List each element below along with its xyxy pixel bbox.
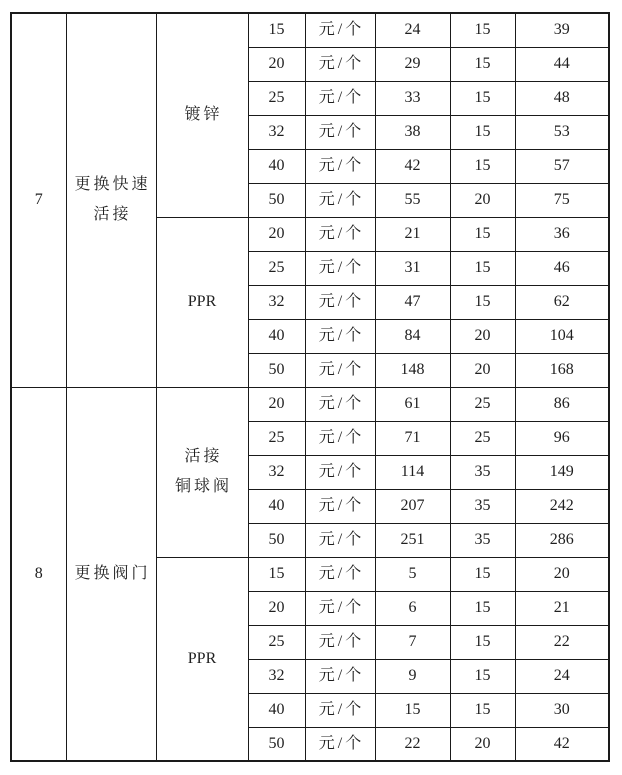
size-cell bbox=[248, 353, 305, 387]
material-price-cell bbox=[375, 149, 450, 183]
size-cell-text: 40 bbox=[268, 157, 285, 174]
size-cell-text: 50 bbox=[268, 191, 285, 208]
material-price-cell-text: 15 bbox=[404, 701, 421, 718]
material-cell-text: 镀锌 bbox=[184, 106, 223, 124]
size-cell-text: 20 bbox=[268, 55, 285, 72]
labor-price-cell bbox=[450, 625, 515, 659]
material-price-cell bbox=[375, 659, 450, 693]
total-cell-text: 104 bbox=[549, 327, 574, 344]
total-cell-text: 48 bbox=[553, 89, 570, 106]
labor-price-cell bbox=[450, 13, 515, 47]
total-cell bbox=[515, 47, 609, 81]
size-cell-text: 32 bbox=[268, 293, 285, 310]
total-cell bbox=[515, 727, 609, 761]
material-price-cell-text: 7 bbox=[408, 633, 417, 650]
total-cell bbox=[515, 217, 609, 251]
item-cell bbox=[66, 13, 156, 387]
material-price-cell-text: 61 bbox=[404, 395, 421, 412]
size-cell bbox=[248, 455, 305, 489]
total-cell-text: 86 bbox=[553, 395, 570, 412]
material-price-cell bbox=[375, 455, 450, 489]
material-price-cell bbox=[375, 47, 450, 81]
labor-price-cell bbox=[450, 353, 515, 387]
unit-cell-text: 元/个 bbox=[318, 157, 365, 174]
labor-price-cell-text: 25 bbox=[474, 395, 491, 412]
total-cell bbox=[515, 387, 609, 421]
unit-cell-text: 元/个 bbox=[318, 565, 365, 582]
total-cell bbox=[515, 319, 609, 353]
item-cell-text: 更换快速 bbox=[74, 176, 151, 194]
labor-price-cell bbox=[450, 727, 515, 761]
item-cell-text: 活接 bbox=[93, 206, 132, 224]
total-cell bbox=[515, 421, 609, 455]
material-price-cell-text: 24 bbox=[404, 21, 421, 39]
unit-cell bbox=[305, 115, 375, 149]
size-cell bbox=[248, 285, 305, 319]
total-cell bbox=[515, 149, 609, 183]
unit-cell-text: 元/个 bbox=[318, 633, 365, 650]
total-cell-text: 39 bbox=[553, 21, 570, 39]
total-cell bbox=[515, 659, 609, 693]
size-cell bbox=[248, 149, 305, 183]
size-cell bbox=[248, 251, 305, 285]
material-price-cell-text: 38 bbox=[404, 123, 421, 140]
material-price-cell bbox=[375, 727, 450, 761]
total-cell-text: 36 bbox=[553, 225, 570, 242]
unit-cell bbox=[305, 149, 375, 183]
size-cell bbox=[248, 421, 305, 455]
total-cell-text: 24 bbox=[553, 667, 570, 684]
unit-cell-text: 元/个 bbox=[318, 89, 365, 106]
material-price-cell-text: 22 bbox=[404, 734, 421, 752]
material-price-cell-text: 148 bbox=[400, 361, 425, 378]
unit-cell bbox=[305, 727, 375, 761]
seq-cell-text: 8 bbox=[34, 564, 43, 582]
labor-price-cell bbox=[450, 183, 515, 217]
material-price-cell bbox=[375, 489, 450, 523]
material-price-cell bbox=[375, 115, 450, 149]
total-cell-text: 57 bbox=[553, 157, 570, 174]
labor-price-cell-text: 15 bbox=[474, 259, 491, 276]
size-cell-text: 50 bbox=[268, 734, 285, 752]
material-price-cell bbox=[375, 81, 450, 115]
material-price-cell bbox=[375, 183, 450, 217]
labor-price-cell bbox=[450, 455, 515, 489]
total-cell bbox=[515, 523, 609, 557]
unit-cell bbox=[305, 557, 375, 591]
labor-price-cell-text: 15 bbox=[474, 293, 491, 310]
labor-price-cell-text: 15 bbox=[474, 599, 491, 616]
unit-cell-text: 元/个 bbox=[318, 667, 365, 684]
size-cell bbox=[248, 13, 305, 47]
labor-price-cell-text: 20 bbox=[474, 191, 491, 208]
material-price-cell bbox=[375, 353, 450, 387]
labor-price-cell bbox=[450, 81, 515, 115]
total-cell-text: 22 bbox=[553, 633, 570, 650]
labor-price-cell-text: 15 bbox=[474, 667, 491, 684]
total-cell bbox=[515, 183, 609, 217]
total-cell-text: 286 bbox=[549, 531, 574, 548]
labor-price-cell-text: 15 bbox=[474, 89, 491, 106]
labor-price-cell bbox=[450, 217, 515, 251]
labor-price-cell-text: 25 bbox=[474, 429, 491, 446]
total-cell bbox=[515, 13, 609, 47]
size-cell-text: 25 bbox=[268, 89, 285, 106]
size-cell bbox=[248, 81, 305, 115]
labor-price-cell bbox=[450, 421, 515, 455]
unit-cell-text: 元/个 bbox=[318, 599, 365, 616]
material-price-cell bbox=[375, 387, 450, 421]
material-cell-text: PPR bbox=[187, 293, 217, 310]
unit-cell-text: 元/个 bbox=[318, 55, 365, 72]
size-cell-text: 50 bbox=[268, 361, 285, 378]
unit-cell-text: 元/个 bbox=[318, 123, 365, 140]
unit-cell-text: 元/个 bbox=[318, 191, 365, 208]
unit-cell-text: 元/个 bbox=[318, 531, 365, 548]
material-price-cell-text: 31 bbox=[404, 259, 421, 276]
labor-price-cell-text: 15 bbox=[474, 55, 491, 72]
labor-price-cell bbox=[450, 285, 515, 319]
labor-price-cell-text: 15 bbox=[474, 21, 491, 39]
total-cell bbox=[515, 285, 609, 319]
total-cell bbox=[515, 81, 609, 115]
size-cell-text: 25 bbox=[268, 259, 285, 276]
seq-cell bbox=[11, 13, 66, 387]
labor-price-cell bbox=[450, 47, 515, 81]
unit-cell-text: 元/个 bbox=[318, 225, 365, 242]
total-cell bbox=[515, 353, 609, 387]
material-price-cell bbox=[375, 693, 450, 727]
labor-price-cell bbox=[450, 387, 515, 421]
total-cell-text: 46 bbox=[553, 259, 570, 276]
size-cell-text: 25 bbox=[268, 429, 285, 446]
size-cell bbox=[248, 387, 305, 421]
seq-cell bbox=[11, 387, 66, 761]
size-cell bbox=[248, 319, 305, 353]
size-cell-text: 50 bbox=[268, 531, 285, 548]
labor-price-cell-text: 15 bbox=[474, 123, 491, 140]
material-cell bbox=[156, 13, 248, 217]
unit-cell-text: 元/个 bbox=[318, 463, 365, 480]
labor-price-cell bbox=[450, 149, 515, 183]
unit-cell bbox=[305, 319, 375, 353]
size-cell-text: 20 bbox=[268, 599, 285, 616]
labor-price-cell-text: 35 bbox=[474, 463, 491, 480]
material-price-cell bbox=[375, 557, 450, 591]
labor-price-cell bbox=[450, 659, 515, 693]
total-cell-text: 20 bbox=[553, 565, 570, 582]
material-price-cell-text: 114 bbox=[400, 463, 425, 480]
total-cell bbox=[515, 625, 609, 659]
unit-cell bbox=[305, 81, 375, 115]
material-price-cell-text: 84 bbox=[404, 327, 421, 344]
total-cell bbox=[515, 455, 609, 489]
size-cell bbox=[248, 727, 305, 761]
labor-price-cell-text: 15 bbox=[474, 157, 491, 174]
size-cell bbox=[248, 659, 305, 693]
unit-cell-text: 元/个 bbox=[318, 395, 365, 412]
total-cell-text: 62 bbox=[553, 293, 570, 310]
size-cell bbox=[248, 591, 305, 625]
unit-cell bbox=[305, 489, 375, 523]
unit-cell-text: 元/个 bbox=[318, 734, 365, 752]
item-cell bbox=[66, 387, 156, 761]
material-price-cell bbox=[375, 251, 450, 285]
size-cell-text: 20 bbox=[268, 395, 285, 412]
labor-price-cell bbox=[450, 251, 515, 285]
size-cell-text: 15 bbox=[268, 565, 285, 582]
material-price-cell bbox=[375, 625, 450, 659]
total-cell bbox=[515, 115, 609, 149]
material-cell bbox=[156, 557, 248, 761]
material-price-cell bbox=[375, 319, 450, 353]
material-cell-text: PPR bbox=[187, 649, 217, 667]
total-cell-text: 21 bbox=[553, 599, 570, 616]
total-cell-text: 96 bbox=[553, 429, 570, 446]
unit-cell-text: 元/个 bbox=[318, 293, 365, 310]
unit-cell-text: 元/个 bbox=[318, 327, 365, 344]
unit-cell bbox=[305, 591, 375, 625]
size-cell bbox=[248, 183, 305, 217]
unit-cell bbox=[305, 523, 375, 557]
unit-cell-text: 元/个 bbox=[318, 259, 365, 276]
table-row bbox=[11, 387, 609, 421]
unit-cell bbox=[305, 47, 375, 81]
unit-cell bbox=[305, 693, 375, 727]
total-cell bbox=[515, 591, 609, 625]
labor-price-cell-text: 20 bbox=[474, 734, 491, 752]
size-cell bbox=[248, 217, 305, 251]
item-cell-text: 更换阀门 bbox=[74, 564, 151, 582]
size-cell-text: 20 bbox=[268, 225, 285, 242]
labor-price-cell-text: 15 bbox=[474, 225, 491, 242]
total-cell-text: 44 bbox=[553, 55, 570, 72]
size-cell bbox=[248, 47, 305, 81]
material-price-cell-text: 55 bbox=[404, 191, 421, 208]
size-cell bbox=[248, 523, 305, 557]
size-cell-text: 32 bbox=[268, 667, 285, 684]
total-cell-text: 53 bbox=[553, 123, 570, 140]
price-table bbox=[10, 12, 610, 762]
labor-price-cell bbox=[450, 489, 515, 523]
total-cell bbox=[515, 693, 609, 727]
total-cell-text: 75 bbox=[553, 191, 570, 208]
material-cell-text: 活接 bbox=[184, 448, 223, 465]
labor-price-cell-text: 35 bbox=[474, 531, 491, 548]
total-cell-text: 42 bbox=[553, 734, 570, 752]
material-price-cell-text: 71 bbox=[404, 429, 421, 446]
total-cell-text: 242 bbox=[549, 497, 574, 514]
material-cell bbox=[156, 217, 248, 387]
material-price-cell-text: 42 bbox=[404, 157, 421, 174]
size-cell bbox=[248, 115, 305, 149]
labor-price-cell-text: 15 bbox=[474, 701, 491, 718]
material-price-cell-text: 29 bbox=[404, 55, 421, 72]
material-price-cell bbox=[375, 421, 450, 455]
material-cell bbox=[156, 387, 248, 557]
labor-price-cell bbox=[450, 523, 515, 557]
size-cell-text: 32 bbox=[268, 123, 285, 140]
material-price-cell-text: 47 bbox=[404, 293, 421, 310]
size-cell bbox=[248, 693, 305, 727]
unit-cell bbox=[305, 13, 375, 47]
unit-cell bbox=[305, 217, 375, 251]
labor-price-cell-text: 20 bbox=[474, 327, 491, 344]
size-cell-text: 40 bbox=[268, 701, 285, 718]
size-cell-text: 40 bbox=[268, 497, 285, 514]
unit-cell-text: 元/个 bbox=[318, 429, 365, 446]
unit-cell bbox=[305, 625, 375, 659]
labor-price-cell bbox=[450, 591, 515, 625]
labor-price-cell bbox=[450, 319, 515, 353]
total-cell bbox=[515, 489, 609, 523]
size-cell-text: 40 bbox=[268, 327, 285, 344]
material-price-cell bbox=[375, 13, 450, 47]
size-cell-text: 15 bbox=[268, 21, 285, 39]
total-cell-text: 30 bbox=[553, 701, 570, 718]
unit-cell-text: 元/个 bbox=[318, 701, 365, 718]
labor-price-cell bbox=[450, 693, 515, 727]
labor-price-cell bbox=[450, 557, 515, 591]
size-cell bbox=[248, 557, 305, 591]
unit-cell bbox=[305, 285, 375, 319]
material-price-cell-text: 251 bbox=[400, 531, 425, 548]
material-price-cell-text: 6 bbox=[408, 599, 417, 616]
total-cell-text: 168 bbox=[549, 361, 574, 378]
labor-price-cell-text: 35 bbox=[474, 497, 491, 514]
unit-cell bbox=[305, 353, 375, 387]
unit-cell-text: 元/个 bbox=[318, 361, 365, 378]
material-price-cell-text: 33 bbox=[404, 89, 421, 106]
seq-cell-text: 7 bbox=[34, 191, 43, 209]
material-price-cell bbox=[375, 591, 450, 625]
material-price-cell-text: 9 bbox=[408, 667, 417, 684]
material-price-cell bbox=[375, 523, 450, 557]
material-cell-text: 铜球阀 bbox=[174, 478, 232, 495]
size-cell-text: 32 bbox=[268, 463, 285, 480]
labor-price-cell-text: 15 bbox=[474, 565, 491, 582]
size-cell bbox=[248, 489, 305, 523]
unit-cell-text: 元/个 bbox=[318, 21, 365, 39]
material-price-cell-text: 5 bbox=[408, 565, 417, 582]
total-cell bbox=[515, 251, 609, 285]
unit-cell bbox=[305, 421, 375, 455]
size-cell-text: 25 bbox=[268, 633, 285, 650]
material-price-cell-text: 207 bbox=[400, 497, 425, 514]
size-cell bbox=[248, 625, 305, 659]
labor-price-cell-text: 20 bbox=[474, 361, 491, 378]
material-price-cell bbox=[375, 285, 450, 319]
material-price-cell bbox=[375, 217, 450, 251]
table-row bbox=[11, 13, 609, 47]
price-table-body bbox=[11, 13, 609, 761]
material-price-cell-text: 21 bbox=[404, 225, 421, 242]
total-cell bbox=[515, 557, 609, 591]
unit-cell-text: 元/个 bbox=[318, 497, 365, 514]
unit-cell bbox=[305, 251, 375, 285]
unit-cell bbox=[305, 455, 375, 489]
labor-price-cell bbox=[450, 115, 515, 149]
unit-cell bbox=[305, 659, 375, 693]
unit-cell bbox=[305, 387, 375, 421]
labor-price-cell-text: 15 bbox=[474, 633, 491, 650]
total-cell-text: 149 bbox=[549, 463, 574, 480]
unit-cell bbox=[305, 183, 375, 217]
